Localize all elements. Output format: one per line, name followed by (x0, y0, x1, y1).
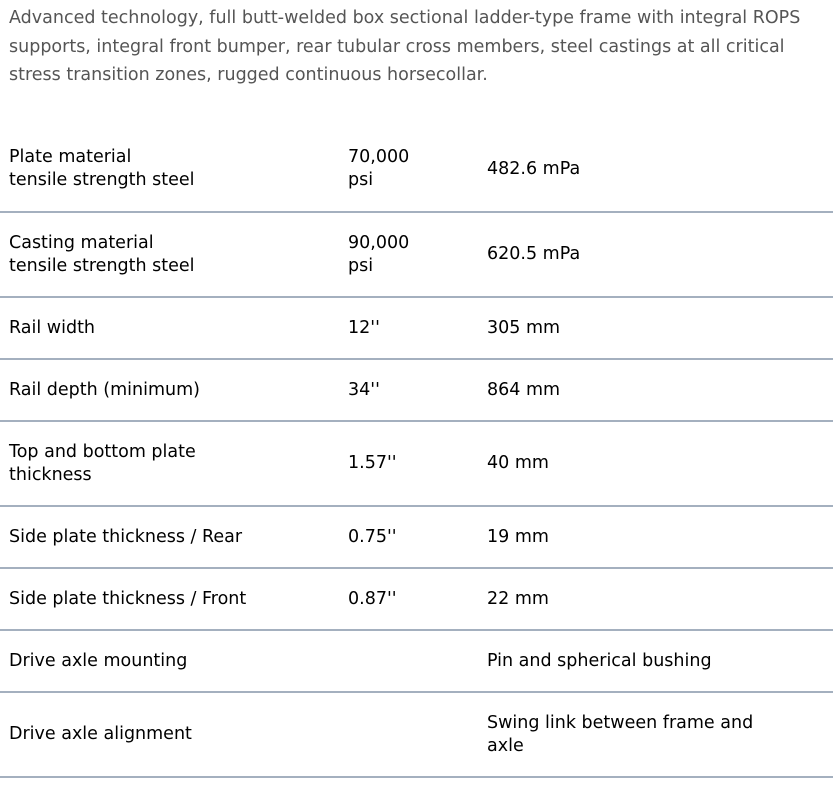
spec-label: Rail depth (minimum) (9, 379, 200, 400)
spec-label: Drive axle alignment (9, 724, 192, 744)
table-row (0, 421, 833, 506)
spec-imperial-line: psi (348, 170, 374, 190)
spec-metric: 620.5 mPa (487, 244, 581, 264)
spec-imperial-line: 70,000 (348, 147, 410, 167)
table-row (0, 127, 833, 212)
spec-imperial: 0.75'' (348, 526, 397, 547)
table-row (0, 297, 833, 359)
spec-metric (487, 692, 833, 777)
spec-metric: 864 mm (487, 379, 561, 400)
spec-imperial (348, 692, 487, 777)
spec-label: Drive axle mounting (9, 650, 188, 671)
spec-metric: 40 mm (487, 453, 549, 473)
spec-imperial (348, 212, 487, 297)
spec-imperial-line: psi (348, 255, 374, 276)
table-row (0, 212, 833, 297)
frame-description: Advanced technology, full butt-welded box sectional ladder-type frame with integral ROPS supports, integral front bumper, rear tubular cross members, steel castings at all critical stress transition zones, rugged continuous horsecollar. (9, 8, 801, 85)
spec-label-line: Casting material (9, 232, 154, 253)
spec-label-line: Top and bottom plate (9, 441, 196, 462)
spec-metric: 305 mm (487, 317, 561, 338)
spec-metric: 19 mm (487, 526, 549, 547)
spec-imperial: 12'' (348, 317, 380, 338)
spec-metric: 482.6 mPa (487, 158, 581, 179)
spec-label: Side plate thickness / Rear (9, 526, 243, 547)
spec-metric: 22 mm (487, 588, 549, 609)
spec-label-line: Plate material (9, 147, 132, 167)
table-row (0, 506, 833, 568)
spec-metric: Pin and spherical bushing (487, 650, 712, 671)
spec-imperial: 1.57'' (348, 453, 397, 473)
spec-label (0, 212, 348, 297)
spec-imperial (348, 630, 487, 692)
spec-imperial: 34'' (348, 379, 380, 400)
spec-label: Rail width (9, 317, 96, 338)
spec-imperial: 0.87'' (348, 588, 397, 609)
table-row (0, 568, 833, 630)
spec-metric-line: axle (487, 735, 524, 756)
table-row (0, 692, 833, 777)
frame-spec-table (0, 127, 833, 778)
spec-label (0, 421, 348, 506)
spec-label (0, 127, 348, 212)
spec-imperial (348, 127, 487, 212)
spec-label: Side plate thickness / Front (9, 588, 247, 609)
spec-label-line: tensile strength steel (9, 170, 195, 190)
spec-metric-line: Swing link between frame and (487, 712, 754, 733)
spec-imperial-line: 90,000 (348, 232, 410, 253)
spec-label-line: thickness (9, 464, 92, 485)
table-row (0, 630, 833, 692)
spec-label-line: tensile strength steel (9, 255, 195, 276)
table-row (0, 359, 833, 421)
